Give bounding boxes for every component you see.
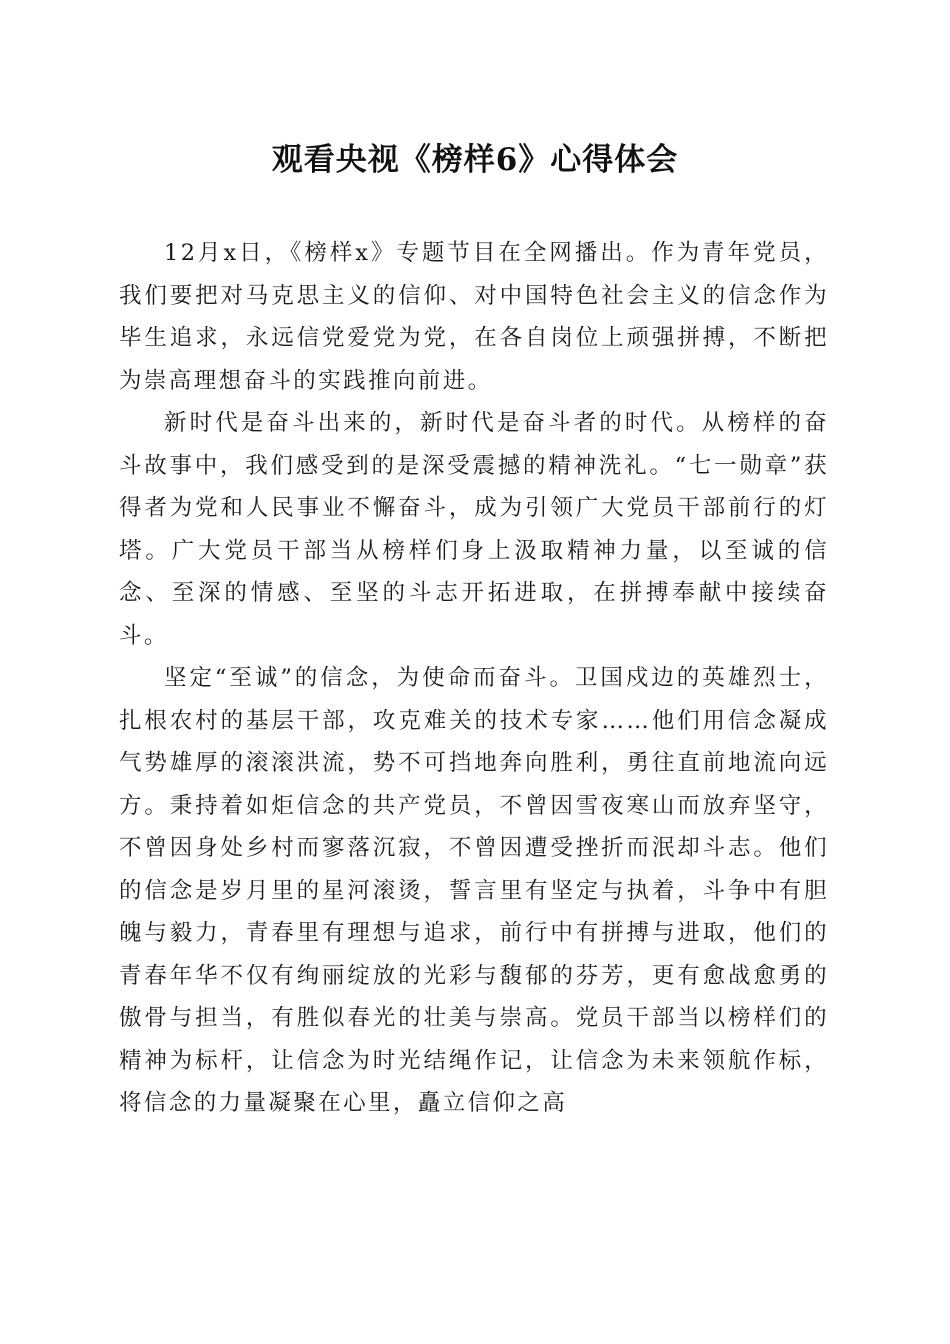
paragraph-3: 坚定“至诚”的信念，为使命而奋斗。卫国戍边的英雄烈士，扎根农村的基层干部，攻克难关的技术专家……他们用信念凝成气势雄厚的滚滚洪流，势不可挡地奔向胜利，勇往直前地流向远方。秉持着如炬信念的共产党员，不曾因雪夜寒山而放弃坚守，不曾因身处乡村而寥落沉寂，不曾因遭受挫折而泯却斗志。他们的信念是岁月里的星河滚烫，誓言里有坚定与执着，斗争中有胆魄与毅力，青春里有理想与追求，前行中有拼搏与进取，他们的青春年华不仅有绚丽绽放的光彩与馥郁的芬芳，更有愈战愈勇的傲骨与担当，有胜似春光的壮美与崇高。党员干部当以榜样们的精神为标杆，让信念为时光结绳作记，让信念为未来领航作标，将信念的力量凝聚在心里，矗立信仰之高 — [119, 665, 829, 1116]
paragraph-2: 新时代是奋斗出来的，新时代是奋斗者的时代。从榜样的奋斗故事中，我们感受到的是深受震撼的精神洗礼。“七一勋章”获得者为党和人民事业不懈奋斗，成为引领广大党员干部前行的灯塔。广大党员干部当从榜样们身上汲取精神力量，以至诚的信念、至深的情感、至坚的斗志开拓进取，在拼搏奉献中接续奋斗。 — [119, 410, 829, 649]
document-title: 观看央视《榜样6》心得体会 — [271, 142, 679, 178]
document-body — [119, 232, 829, 1125]
paragraph-1: 12月x日，《榜样x》专题节目在全网播出。作为青年党员，我们要把对马克思主义的信仰、对中国特色社会主义的信念作为毕生追求，永远信党爱党为党，在各自岗位上顽强拼搏，不断把为崇高理想奋斗的实践推向前进。 — [119, 240, 829, 394]
